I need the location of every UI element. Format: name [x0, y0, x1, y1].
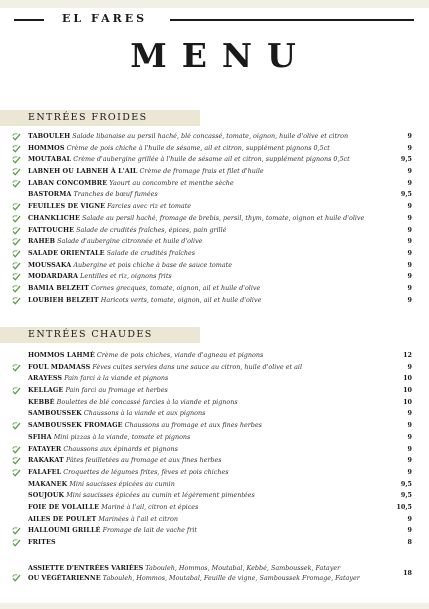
item-description: Salade au persil haché, fromage de brebis, persil, thym, tomate, oignon et huile d'olive	[82, 213, 365, 222]
item-price: 9	[407, 178, 412, 187]
item-price: 8	[407, 538, 412, 546]
menu-item	[12, 213, 412, 225]
item-name: MOUTABAL	[28, 155, 72, 164]
item-price: 9,5	[400, 491, 412, 500]
item-price: 9	[407, 132, 412, 140]
item-description: Lentilles et riz, oignons frits	[80, 272, 172, 281]
leaf-check-icon	[12, 238, 21, 246]
assiette-name: ASSIETTE D'ENTRÉES VARIÉES	[28, 564, 144, 572]
assiette-veg-desc: Tabouleh, Hommos, Moutabal, Feuille de vigne, Samboussek Fromage, Fatayer	[102, 574, 360, 582]
item-price: 9	[407, 202, 412, 211]
item-description: Pâtes feuilletées au fromage et aux fines herbes	[65, 456, 222, 465]
leaf-check-icon	[12, 422, 21, 430]
leaf-check-icon	[12, 168, 21, 176]
leaf-check-icon	[12, 227, 21, 235]
item-price: 9	[407, 167, 412, 176]
item-description: Mariné à l'ail, citron et épices	[101, 502, 199, 511]
menu-item	[12, 189, 412, 201]
item-name: KEBBÉ	[28, 397, 55, 406]
menu-item	[12, 131, 412, 143]
leaf-check-icon	[12, 539, 21, 547]
item-price: 9	[407, 283, 412, 292]
item-description: Chaussons à la viande et aux pignons	[83, 409, 206, 418]
item-name: HOMMOS LAHMÉ	[28, 351, 95, 359]
menu-item	[12, 397, 412, 409]
item-name: MAKANEK	[28, 479, 68, 488]
item-price: 9	[407, 260, 412, 269]
hot-starters-list	[12, 350, 412, 549]
item-price: 9	[407, 456, 412, 465]
item-price: 9	[407, 526, 412, 535]
item-price: 10	[403, 397, 412, 406]
leaf-check-icon	[12, 297, 21, 305]
item-name: SOUJOUK	[28, 491, 65, 500]
item-name: BASTORMA	[28, 190, 72, 199]
top-band	[0, 0, 429, 8]
item-price: 9	[407, 295, 412, 304]
leaf-check-icon	[12, 133, 21, 141]
item-price: 12	[403, 351, 412, 359]
leaf-check-icon	[12, 262, 21, 270]
menu-item	[12, 537, 412, 549]
item-price: 9,5	[400, 190, 412, 199]
restaurant-name: EL FARES	[62, 12, 148, 25]
assiette-veg-name: OU VÉGÉTARIENNE	[28, 574, 101, 582]
item-name: FOIE DE VOLAILLE	[28, 502, 100, 511]
bottom-band	[0, 603, 429, 609]
menu-item	[12, 444, 412, 456]
item-name: LABAN CONCOMBRE	[28, 178, 108, 187]
item-name: HALLOUMI GRILLÉ	[28, 526, 101, 535]
item-description: Salade libanaise au persil haché, blé concassé, tomate, oignon, huile d'olive et citron	[72, 132, 349, 140]
leaf-check-icon	[12, 273, 21, 281]
item-price: 9	[407, 432, 412, 441]
item-price: 9	[407, 421, 412, 430]
menu-item	[12, 248, 412, 260]
item-name: KELLAGE	[28, 386, 64, 395]
menu-item	[12, 408, 412, 420]
item-name: RAKAKAT	[28, 456, 64, 465]
menu-item	[12, 432, 412, 444]
item-price: 9	[407, 225, 412, 234]
item-description: Crème d'aubergine grillée à l'huile de sésame ail et citron, supplément pignons 0,5ct	[73, 155, 350, 164]
menu-item	[12, 271, 412, 283]
item-name: FRITES	[28, 538, 56, 546]
assiette-line-1	[12, 563, 412, 573]
item-name: RAHEB	[28, 237, 56, 246]
item-description: Chaussons au fromage et aux fines herbes	[124, 421, 262, 430]
item-description: Mini saucisses épicées au cumin	[69, 479, 175, 488]
item-name: FOUL MDAMASS	[28, 362, 91, 371]
item-name: ARAYESS	[28, 374, 63, 383]
menu-item	[12, 514, 412, 526]
leaf-check-icon	[12, 364, 21, 372]
menu-item	[12, 502, 412, 514]
item-description: Crème de pois chiche à l'huile de sésame, ail et citron, supplément pignons 0,5ct	[66, 143, 330, 152]
item-name: HOMMOS	[28, 143, 65, 152]
leaf-check-icon	[12, 469, 21, 477]
leaf-check-icon	[12, 446, 21, 454]
item-price: 10,5	[396, 502, 412, 511]
item-name: SALADE ORIENTALE	[28, 248, 105, 257]
item-price: 9	[407, 467, 412, 476]
item-description: Fèves cuites servies dans une sauce au citron, huile d'olive et ail	[92, 362, 302, 371]
item-description: Croquettes de légumes frites, fèves et pois chiches	[63, 467, 229, 476]
brand-rule-left	[14, 19, 44, 21]
item-price: 9	[407, 143, 412, 152]
item-name: CHANKLICHE	[28, 213, 80, 222]
item-description: Crème de pois chiches, viande d'agneau et pignons	[96, 351, 264, 359]
leaf-check-icon	[12, 250, 21, 258]
item-description: Salade de crudités fraîches, épices, pain grillé	[76, 225, 227, 234]
menu-item	[12, 490, 412, 502]
item-description: Boulettes de blé concassé farcies à la viande et pignons	[56, 397, 238, 406]
menu-item	[12, 236, 412, 248]
assiette-price: 18	[403, 569, 412, 577]
menu-item	[12, 385, 412, 397]
item-description: Mini saucisses épicées au cumin et légèrement pimentées	[66, 491, 255, 500]
item-price: 9	[407, 362, 412, 371]
leaf-check-icon	[12, 457, 21, 465]
item-description: Tranches de bœuf fumées	[73, 190, 158, 199]
leaf-check-icon	[12, 574, 21, 582]
menu-item	[12, 225, 412, 237]
item-price: 9	[407, 514, 412, 523]
item-price: 9,5	[400, 479, 412, 488]
leaf-check-icon	[12, 203, 21, 211]
leaf-check-icon	[12, 156, 21, 164]
item-name: TABOULEH	[28, 132, 71, 140]
item-description: Pain farci à la viande et pignons	[64, 374, 169, 383]
item-name: SAMBOUSSEK FROMAGE	[28, 421, 123, 430]
menu-item	[12, 295, 412, 307]
item-name: LOUBIEH BELZEIT	[28, 295, 99, 304]
assiette-line-2	[12, 569, 412, 583]
item-description: Farcies avec riz et tomate	[107, 202, 192, 211]
menu-item	[12, 283, 412, 295]
menu-item	[12, 154, 412, 166]
item-name: AILES DE POULET	[28, 514, 97, 523]
item-price: 10	[403, 386, 412, 395]
cold-starters-list	[12, 131, 412, 306]
item-description: Haricots verts, tomate, oignon, ail et huile d'olive	[100, 295, 262, 304]
menu-item	[12, 455, 412, 467]
leaf-check-icon	[12, 387, 21, 395]
item-price: 9,5	[400, 155, 412, 164]
item-name: FATAYER	[28, 444, 62, 453]
item-description: Mini pizzas à la viande, tomate et pignons	[53, 432, 191, 441]
leaf-check-icon	[12, 527, 21, 535]
brand-rule-right	[170, 19, 414, 21]
assiette-desc: Tabouleh, Hommos, Moutabal, Kebbé, Samboussek, Fatayer	[145, 564, 341, 572]
leaf-check-icon	[12, 215, 21, 223]
menu-item	[12, 479, 412, 491]
assiette-block	[12, 563, 412, 583]
item-description: Salade d'aubergine citronnée et huile d'olive	[57, 237, 203, 246]
leaf-check-icon	[12, 145, 21, 153]
item-price: 9	[407, 272, 412, 281]
menu-item	[12, 166, 412, 178]
menu-item	[12, 467, 412, 479]
menu-item	[12, 420, 412, 432]
item-name: BAMIA BELZEIT	[28, 283, 89, 292]
section-title: ENTRÉES FROIDES	[28, 112, 148, 123]
item-name: FATTOUCHE	[28, 225, 75, 234]
item-price: 9	[407, 237, 412, 246]
item-description: Salade de crudités fraîches	[106, 248, 196, 257]
menu-item	[12, 201, 412, 213]
item-description: Pain farci au fromage et herbes	[65, 386, 168, 395]
item-description: Fromage de lait de vache frit	[102, 526, 197, 535]
item-name: FALAFEL	[28, 467, 62, 476]
item-name: MODARDARA	[28, 272, 79, 281]
item-description: Chaussons aux épinards et pignons	[63, 444, 178, 453]
menu-item	[12, 525, 412, 537]
menu-item	[12, 362, 412, 374]
item-price: 9	[407, 409, 412, 418]
item-name: LABNEH OU LABNEH À L'AIL	[28, 167, 138, 176]
item-price: 9	[407, 213, 412, 222]
item-name: SAMBOUSSEK	[28, 409, 82, 418]
item-name: MOUSSAKA	[28, 260, 72, 269]
item-price: 10	[403, 374, 412, 383]
item-description: Crème de fromage frais et filet d'huile	[139, 167, 264, 176]
section-title: ENTRÉES CHAUDES	[28, 329, 153, 340]
item-name: SFIHA	[28, 432, 52, 441]
menu-item	[12, 260, 412, 272]
page-title: MENU	[130, 36, 311, 75]
menu-item	[12, 143, 412, 155]
menu-item	[12, 350, 412, 362]
item-description: Cornes grecques, tomate, oignon, ail et huile d'olive	[91, 283, 261, 292]
item-description: Aubergine et pois chiche à base de sauce tomate	[73, 260, 232, 269]
menu-item	[12, 373, 412, 385]
item-description: Yaourt au concombre et menthe sèche	[109, 178, 234, 187]
menu-item	[12, 178, 412, 190]
item-price: 9	[407, 248, 412, 257]
item-name: FEUILLES DE VIGNE	[28, 202, 106, 211]
item-description: Marinées à l'ail et citron	[98, 514, 179, 523]
brand-row	[0, 12, 429, 28]
leaf-check-icon	[12, 285, 21, 293]
leaf-check-icon	[12, 180, 21, 188]
item-price: 9	[407, 444, 412, 453]
